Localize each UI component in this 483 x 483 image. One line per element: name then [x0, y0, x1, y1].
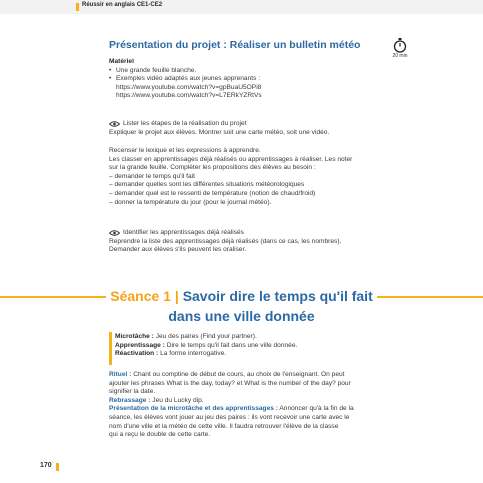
video-link[interactable]: https://www.youtube.com/watch?v=gpBuaU5OPi8 [116, 83, 262, 91]
identify-line: Demander aux élèves s'ils peuvent les oraliser. [109, 246, 247, 254]
eye-icon [109, 121, 120, 127]
presentation-line: Annoncer qu'à la fin de la [279, 405, 354, 413]
seance-number: Séance 1 [110, 288, 171, 304]
materiel-list [109, 67, 379, 84]
presentation-label: Présentation de la microtâche et des apprentissages : [109, 405, 278, 413]
header-text: Réussir en anglais CE1-CE2 [82, 2, 163, 8]
seance-title-line2: dans une ville donnée [164, 308, 318, 324]
identify-line: Reprendre la liste des apprentissages déjà réalisés (dans ce cas, les nombres). [109, 237, 342, 245]
microtache-label: Microtâche : [115, 333, 154, 340]
stopwatch-icon [393, 38, 407, 53]
presentation-line: nom d'une ville et la météo de cette ville. Il faudra retrouver l'élève de la classe [109, 422, 339, 430]
seance-separator: | [174, 288, 179, 304]
identify-heading-row [109, 229, 379, 238]
apprentissage-text: Dire le temps qu'il fait dans une ville donnée. [166, 341, 298, 349]
seance-title-line1: Savoir dire le temps qu'il fait [182, 288, 373, 304]
seance-title [0, 286, 483, 326]
apprentissage-label: Apprentissage : [115, 341, 165, 349]
reactivation-text: La forme interrogative. [160, 350, 227, 358]
steps-heading: Lister les étapes de la réalisation du projet [123, 120, 247, 127]
rituel-section [109, 371, 379, 440]
identify-heading: Identifier les apprentissages déjà réalisés [123, 229, 244, 236]
lexique-section [109, 147, 379, 207]
lexique-line: – demander quelles sont les différentes situations météorologiques [109, 181, 305, 189]
rituel-line: Chant ou comptine de début de cours, au choix de l'enseignant. On peut [133, 371, 345, 378]
list-item: • Une grande feuille blanche. [109, 67, 379, 76]
materiel-heading: Matériel [109, 58, 134, 65]
presentation-line: séance, les élèves vont jouer au jeu des paires : ils vont recevoir une carte avec le [109, 413, 350, 421]
reactivation-label: Réactivation : [115, 350, 159, 358]
materiel-section [109, 58, 379, 101]
page-number: 170 [40, 462, 52, 469]
video-link[interactable]: https://www.youtube.com/watch?v=L7ERkYZRtVs [116, 92, 262, 100]
duration-timer [386, 38, 414, 59]
lexique-line: Les classer en apprentissages déjà réalisés ou apprentissages à réaliser. Les noter [109, 155, 353, 163]
rebrassage-label: Rebrassage : [109, 396, 151, 404]
presentation-line: qui a reçu le double de cette carte. [109, 431, 211, 439]
page-accent-mark [56, 463, 59, 471]
duration-label: 20 min [392, 53, 408, 59]
lexique-line: Recenser le lexique et les expressions à apprendre. [109, 147, 261, 154]
eye-icon [109, 230, 120, 236]
steps-section [109, 120, 379, 137]
header-accent-mark [76, 3, 79, 11]
rituel-label: Rituel : [109, 371, 132, 378]
lexique-line: sur la grande feuille. Compléter les propositions des élèves au besoin : [109, 164, 316, 172]
microtache-block [115, 333, 385, 359]
project-title: Présentation du projet : Réaliser un bulletin météo [109, 39, 361, 51]
list-item: • Exemples vidéo adaptés aux jeunes apprenants : [109, 75, 379, 84]
steps-text: Expliquer le projet aux élèves. Montrer soit une carte météo, soit une vidéo. [109, 128, 330, 136]
identify-section [109, 229, 379, 255]
microtache-text: Jeu des paires (Find your partner). [155, 333, 257, 340]
rituel-line: signifier la date. [109, 388, 156, 396]
steps-heading-row [109, 120, 379, 129]
lexique-line: – demander quel est le ressenti de température (notion de chaud/froid) [109, 189, 316, 197]
rituel-line: ajouter les phrases What is the day, today? et What is the number of the day? pour [109, 379, 351, 387]
microtache-accent-bar [109, 332, 112, 365]
lexique-line: – demander le temps qu'il fait [109, 172, 195, 180]
running-header [0, 0, 483, 14]
lexique-line: – donner la température du jour (pour le journal météo). [109, 198, 272, 206]
rebrassage-text: Jeu du Lucky dip. [152, 396, 204, 404]
